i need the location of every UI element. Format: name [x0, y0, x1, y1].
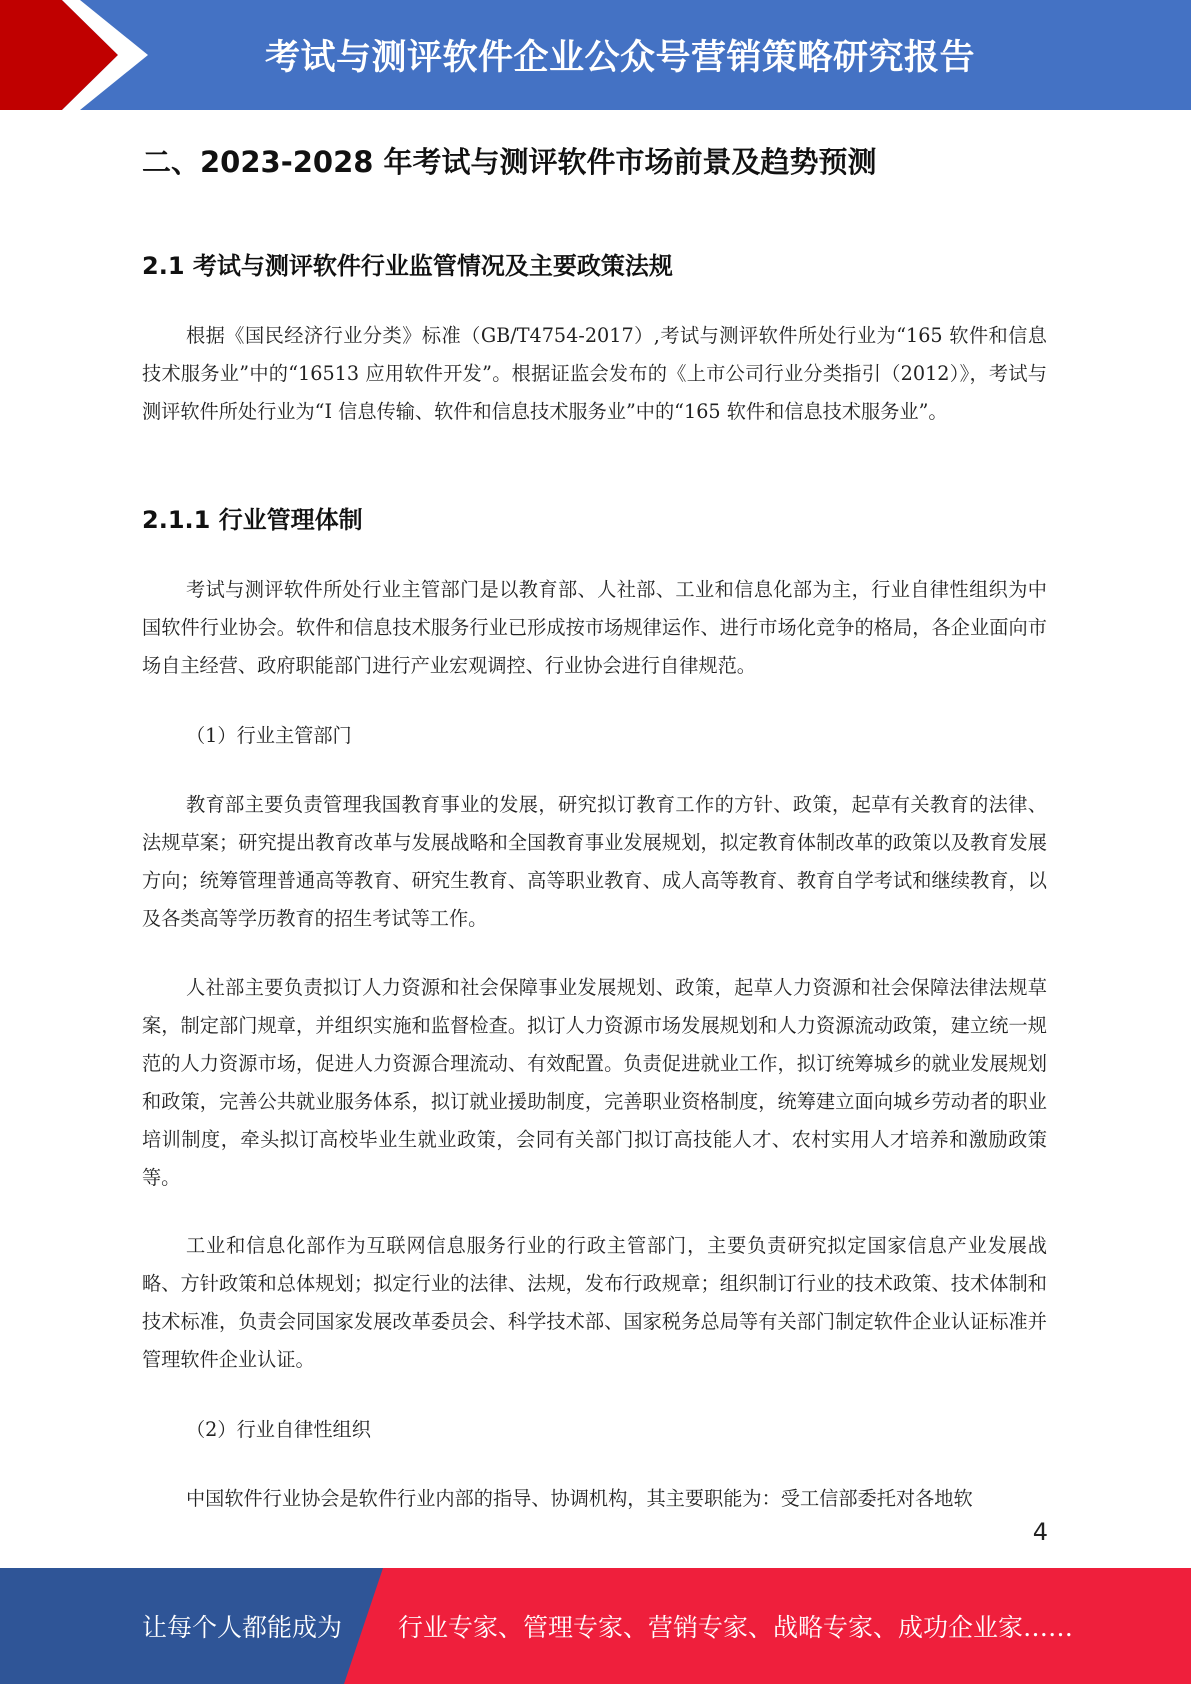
item-heading-authorities: （1）行业主管部门 — [186, 724, 352, 747]
footer-banner — [0, 1568, 1191, 1684]
footer-slogan-right: 行业专家、管理专家、营销专家、战略专家、成功企业家…… — [398, 1613, 1074, 1642]
page-number: 4 — [1032, 1518, 1048, 1546]
paragraph-ministry-of-hr: 人社部主要负责拟订人力资源和社会保障事业发展规划、政策，起草人力资源和社会保障法律法规草案，制定部门规章，并组织实施和监督检查。拟订人力资源市场发展规划和人力资源流动政策，建立统一规范的人力资源市场，促进人力资源合理流动、有效配置。负责促进就业工作，拟订统筹城乡的就业发展规划和政策，完善公共就业服务体系，拟订就业援助制度，完善职业资格制度，统筹建立面向城乡劳动者的职业培训制度，牵头拟订高校毕业生就业政策，会同有关部门拟订高技能人才、农村实用人才培养和激励政策等。 — [142, 976, 1047, 1189]
paragraph-industry-classification: 根据《国民经济行业分类》标准（GB/T4754-2017）,考试与测评软件所处行业为“165 软件和信息技术服务业”中的“16513 应用软件开发”。根据证监会发布的《上市公司行业分类指引（2012）》，考试与测评软件所处行业为“I 信息传输、软件和信息技术服务业”中的“165 软件和信息技术服务业”。 — [142, 324, 1047, 423]
subsubsection-title: 2.1.1 行业管理体制 — [142, 506, 363, 534]
report-title: 考试与测评软件企业公众号营销策略研究报告 — [264, 38, 975, 78]
header-arrow-decoration — [0, 0, 170, 110]
paragraph-management-system: 考试与测评软件所处行业主管部门是以教育部、人社部、工业和信息化部为主，行业自律性组织为中国软件行业协会。软件和信息技术服务行业已形成按市场规律运作、进行市场化竞争的格局，各企业面向市场自主经营、政府职能部门进行产业宏观调控、行业协会进行自律规范。 — [142, 578, 1047, 677]
item-heading-self-regulatory: （2）行业自律性组织 — [186, 1418, 371, 1441]
section-title: 二、2023-2028 年考试与测评软件市场前景及趋势预测 — [142, 145, 877, 179]
footer-slogan-left: 让每个人都能成为 — [142, 1613, 343, 1642]
header-banner — [0, 0, 1191, 110]
paragraph-ministry-of-education: 教育部主要负责管理我国教育事业的发展，研究拟订教育工作的方针、政策，起草有关教育的法律、法规草案；研究提出教育改革与发展战略和全国教育事业发展规划，拟定教育体制改革的政策以及教育发展方向；统筹管理普通高等教育、研究生教育、高等职业教育、成人高等教育、教育自学考试和继续教育，以及各类高等学历教育的招生考试等工作。 — [142, 793, 1047, 930]
paragraph-miit: 工业和信息化部作为互联网信息服务行业的行政主管部门，主要负责研究拟定国家信息产业发展战略、方针政策和总体规划；拟定行业的法律、法规，发布行政规章；组织制订行业的技术政策、技术体制和技术标准，负责会同国家发展改革委员会、科学技术部、国家税务总局等有关部门制定软件企业认证标准并管理软件企业认证。 — [142, 1234, 1047, 1371]
subsection-title: 2.1 考试与测评软件行业监管情况及主要政策法规 — [142, 252, 673, 280]
paragraph-software-association: 中国软件行业协会是软件行业内部的指导、协调机构，其主要职能为：受工信部委托对各地软 — [186, 1487, 973, 1510]
